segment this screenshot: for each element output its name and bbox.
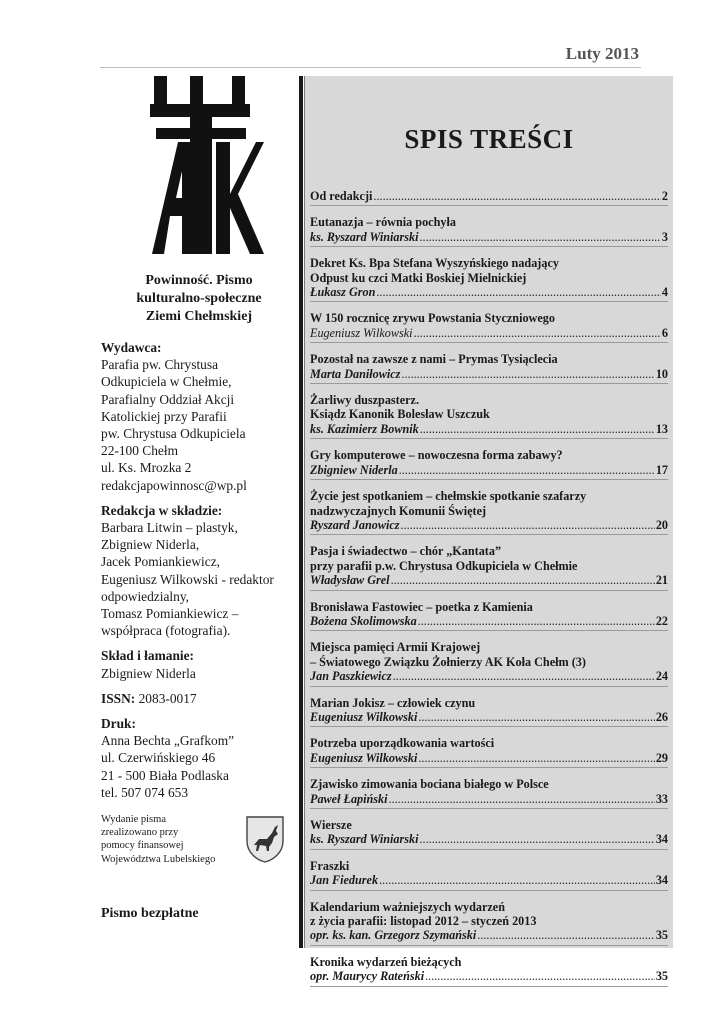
toc-entry-author: Łukasz Gron [310, 285, 376, 300]
toc-list [310, 189, 668, 996]
toc-entry-title: Żarliwy duszpasterz. [310, 393, 420, 408]
dot-leader [401, 367, 654, 381]
toc-entry-author: opr. ks. kan. Grzegorz Szymański [310, 928, 477, 943]
dot-leader [393, 669, 655, 683]
toc-entry[interactable] [310, 777, 668, 809]
toc-entry-title: Eutanazja – równia pochyła [310, 215, 456, 230]
toc-entry-title: Kalendarium ważniejszych wydarzeń [310, 899, 505, 914]
publisher-block: Wydawca: Parafia pw. Chrystusa Odkupiciela w Chełmie, Parafialny Oddział Akcji Katolickiej przy Parafii pw. Chrystusa Odkupiciela 22-100 Chełm ul. Ks. Mrozka 2 redakcjapowinnosc@wp.pl [101, 339, 297, 494]
toc-entry-author: Eugeniusz Wilkowski [310, 750, 418, 765]
table-of-contents [305, 76, 673, 984]
toc-page-number: 21 [655, 573, 668, 588]
dot-leader [477, 928, 655, 942]
toc-page-number: 29 [655, 750, 668, 765]
toc-entry-title: Dekret Ks. Bpa Stefana Wyszyńskiego nadający [310, 256, 559, 271]
toc-entry-author: Eugeniusz Wilkowski [310, 709, 418, 724]
toc-entry[interactable] [310, 256, 668, 302]
toc-page-number: 33 [655, 791, 668, 806]
dot-leader [420, 230, 661, 244]
toc-entry-title: Bronisława Fastowiec – poetka z Kamienia [310, 599, 533, 614]
toc-page-number: 13 [655, 421, 668, 436]
toc-page-number: 22 [655, 613, 668, 628]
toc-entry-title: Fraszki [310, 858, 350, 873]
toc-entry-title: Ksiądz Kanonik Bolesław Uszczuk [310, 407, 490, 422]
toc-entry-author: ks. Ryszard Winiarski [310, 229, 419, 244]
toc-entry[interactable] [310, 900, 668, 946]
publication-title: Powinność. Pismo kulturalno-społeczne Ziemi Chełmskiej [136, 273, 262, 324]
toc-entry[interactable] [310, 393, 668, 439]
toc-entry[interactable] [310, 489, 668, 535]
toc-entry-title: Odpust ku czci Matki Boskiej Mielnickiej [310, 270, 527, 285]
toc-entry[interactable] [310, 818, 668, 850]
toc-entry-title: Marian Jokisz – człowiek czynu [310, 695, 476, 710]
header-rule [100, 67, 641, 68]
toc-page-number: 34 [655, 873, 668, 888]
toc-entry[interactable] [310, 544, 668, 590]
toc-page-number: 35 [655, 969, 668, 984]
editorial-block: Redakcja w składzie: Barbara Litwin – plastyk, Zbigniew Niderla, Jacek Pomiankiewicz, Eugeniusz Wilkowski - redaktor odpowiedzialny, Tomasz Pomiankiewicz – współpraca (fotografia). [101, 502, 274, 639]
masthead-column [101, 272, 297, 866]
toc-entry-author: Zbigniew Niderla [310, 462, 398, 477]
toc-entry-title: Pasja i świadectwo – chór „Kantata” [310, 544, 502, 559]
dot-leader [414, 326, 661, 340]
toc-page-number: 4 [661, 285, 668, 300]
toc-entry-title: Zjawisko zimowania bociana białego w Polsce [310, 777, 549, 792]
toc-page-number: 17 [655, 462, 668, 477]
dot-leader [391, 573, 655, 587]
dot-leader [399, 463, 655, 477]
free-copy-note: Pismo bezpłatne [101, 906, 199, 921]
toc-title: SPIS TREŚCI [404, 124, 574, 154]
toc-entry[interactable] [310, 955, 668, 987]
toc-entry[interactable] [310, 215, 668, 247]
funding-note: Wydanie pisma zrealizowano przy pomocy finansowej Województwa Lubelskiego [101, 813, 297, 866]
toc-entry-author: Jan Paszkiewicz [310, 669, 392, 684]
toc-entry[interactable] [310, 696, 668, 728]
toc-entry[interactable] [310, 448, 668, 480]
lubelskie-crest-icon [245, 815, 285, 863]
toc-entry-title: Miejsca pamięci Armii Krajowej [310, 640, 481, 655]
toc-entry[interactable] [310, 736, 668, 768]
toc-entry-author: Paweł Łapiński [310, 791, 388, 806]
toc-entry-author: Jan Fiedurek [310, 873, 379, 888]
toc-entry-author: ks. Ryszard Winiarski [310, 832, 419, 847]
dot-leader [420, 422, 655, 436]
toc-entry[interactable] [310, 859, 668, 891]
toc-page-number: 3 [661, 229, 668, 244]
dot-leader [418, 710, 654, 724]
toc-entry[interactable] [310, 352, 668, 384]
typesetting-block: Skład i łamanie: Zbigniew Niderla [101, 648, 196, 681]
toc-entry-title: – Światowego Związku Żołnierzy AK Koła Chełm (3) [310, 654, 586, 669]
toc-entry-title: nadzwyczajnych Komunii Świętej [310, 503, 487, 518]
akcja-katolicka-logo [138, 76, 264, 256]
toc-page-number: 2 [661, 189, 668, 203]
toc-entry-title: Kronika wydarzeń bieżących [310, 954, 462, 969]
dot-leader [418, 614, 655, 628]
dot-leader [373, 189, 660, 203]
toc-entry-title: Życie jest spotkaniem – chełmskie spotkanie szafarzy [310, 489, 587, 504]
column-divider [299, 76, 303, 948]
toc-entry[interactable] [310, 600, 668, 632]
dot-leader [425, 969, 655, 983]
toc-entry[interactable] [310, 311, 668, 343]
toc-entry-title: Gry komputerowe – nowoczesna forma zabawy? [310, 448, 563, 463]
dot-leader [418, 751, 654, 765]
toc-entry-title: z życia parafii: listopad 2012 – styczeń 2013 [310, 914, 537, 929]
toc-entry-title: W 150 rocznicę zrywu Powstania Styczniowego [310, 311, 555, 326]
dot-leader [420, 832, 655, 846]
dot-leader [376, 285, 661, 299]
toc-page-number: 10 [655, 366, 668, 381]
toc-entry-author: Władysław Grel [310, 573, 390, 588]
toc-page-number: 24 [655, 669, 668, 684]
publisher-email[interactable]: redakcjapowinnosc@wp.pl [101, 477, 247, 493]
toc-page-number: 20 [655, 517, 668, 532]
print-block: Druk: Anna Bechta „Grafkom” ul. Czerwińskiego 46 21 - 500 Biała Podlaska tel. 507 074 653 [101, 716, 235, 800]
toc-entry-author: Bożena Skolimowska [310, 613, 417, 628]
toc-entry-author: Marta Daniłowicz [310, 366, 401, 381]
dot-leader [389, 792, 655, 806]
toc-page-number: 34 [655, 832, 668, 847]
toc-page-number: 6 [661, 325, 668, 340]
toc-entry-title: Wiersze [310, 818, 352, 832]
dot-leader [379, 873, 655, 887]
toc-entry-author: opr. Maurycy Rateński [310, 969, 425, 984]
issue-date: Luty 2013 [565, 44, 639, 63]
dot-leader [401, 518, 655, 532]
toc-entry[interactable] [310, 189, 668, 206]
toc-entry[interactable] [310, 640, 668, 686]
toc-entry-author: Ryszard Janowicz [310, 517, 400, 532]
toc-page-number: 26 [655, 709, 668, 724]
toc-entry-author: ks. Kazimierz Bownik [310, 421, 419, 436]
toc-entry-author: Eugeniusz Wilkowski [310, 325, 413, 340]
toc-entry-title: przy parafii p.w. Chrystusa Odkupiciela w Chełmie [310, 558, 578, 573]
toc-entry-title: Od redakcji [310, 189, 373, 203]
toc-page-number: 35 [655, 928, 668, 943]
issn-block: ISSN: 2083-0017 [101, 690, 197, 706]
toc-entry-title: Pozostał na zawsze z nami – Prymas Tysiąclecia [310, 352, 558, 367]
toc-entry-title: Potrzeba uporządkowania wartości [310, 736, 495, 751]
